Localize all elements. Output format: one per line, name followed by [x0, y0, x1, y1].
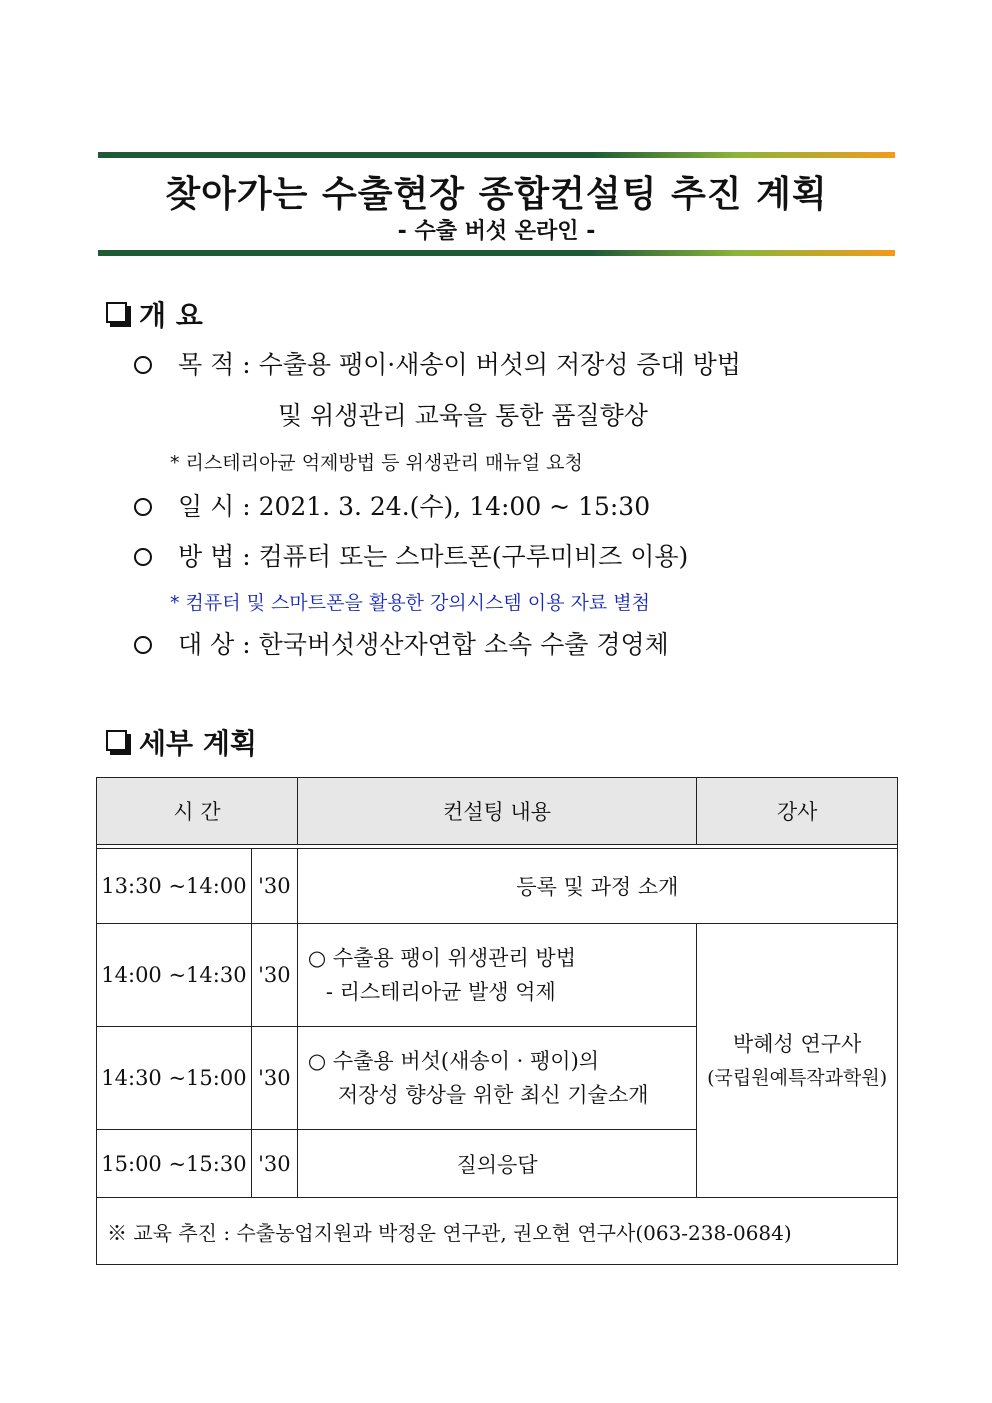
- content-line: ○ 수출용 버섯(새송이 · 팽이)의: [307, 1049, 600, 1073]
- method-item: [134, 540, 688, 574]
- circle-bullet-icon: [134, 636, 152, 654]
- purpose-item: [134, 348, 741, 382]
- title-top-bar: [98, 152, 895, 158]
- section-heading-detail: [106, 722, 257, 762]
- time-cell: 15:00 ~15:30: [97, 1130, 252, 1198]
- schedule-table: [96, 777, 898, 1265]
- duration-cell: '30: [251, 924, 297, 1027]
- circle-bullet-icon: [134, 548, 152, 566]
- section-heading-label: 개 요: [139, 299, 203, 332]
- content-cell: 질의응답: [297, 1130, 696, 1198]
- content-cell: [297, 924, 696, 1027]
- table-row: [97, 849, 898, 924]
- target-text: 대 상 : 한국버섯생산자연합 소속 수출 경영체: [178, 630, 669, 659]
- title-band: [98, 152, 895, 258]
- page-title: 찾아가는 수출현장 종합컨설팅 추진 계획: [165, 174, 828, 215]
- content-subline: - 리스테리아균 발생 억제: [325, 980, 556, 1004]
- purpose-note: * 리스테리아균 억제방법 등 위생관리 매뉴얼 요청: [170, 452, 583, 474]
- title-bottom-bar: [98, 250, 895, 256]
- checkbox-square-icon: [106, 302, 127, 323]
- page-subtitle: - 수출 버섯 온라인 -: [397, 219, 596, 244]
- footer-note: ※ 교육 추진 : 수출농업지원과 박정운 연구관, 권오현 연구사(063-238-0684): [97, 1198, 898, 1265]
- target-item: [134, 628, 669, 662]
- circle-bullet-icon: [134, 498, 152, 516]
- instructor-cell: [697, 924, 898, 1198]
- duration-cell: '30: [251, 849, 297, 924]
- method-text: 방 법 : 컴퓨터 또는 스마트폰(구루미비즈 이용): [178, 542, 689, 571]
- duration-cell: '30: [251, 1027, 297, 1130]
- content-line: ○ 수출용 팽이 위생관리 방법: [307, 946, 576, 970]
- column-header-time: 시 간: [97, 778, 298, 845]
- column-header-content: 컨설팅 내용: [297, 778, 696, 845]
- section-heading-overview: [106, 294, 203, 334]
- content-subline: 저장성 향상을 위한 최신 기술소개: [337, 1083, 649, 1107]
- time-cell: 13:30 ~14:00: [97, 849, 252, 924]
- time-cell: 14:00 ~14:30: [97, 924, 252, 1027]
- datetime-text: 일 시 : 2021. 3. 24.(수), 14:00 ~ 15:30: [178, 492, 651, 521]
- instructor-name: 박혜성 연구사: [732, 1031, 862, 1056]
- instructor-org: (국립원예특작과학원): [707, 1066, 888, 1089]
- duration-cell: '30: [251, 1130, 297, 1198]
- table-header-row: [97, 778, 898, 845]
- purpose-text: 목 적 : 수출용 팽이·새송이 버섯의 저장성 증대 방법: [178, 350, 741, 379]
- time-cell: 14:30 ~15:00: [97, 1027, 252, 1130]
- purpose-continuation: 및 위생관리 교육을 통한 품질향상: [278, 401, 648, 430]
- circle-bullet-icon: [134, 356, 152, 374]
- checkbox-square-icon: [106, 730, 127, 751]
- content-cell: 등록 및 과정 소개: [297, 849, 897, 924]
- section-heading-label: 세부 계획: [139, 727, 257, 760]
- content-cell: [297, 1027, 696, 1130]
- datetime-item: [134, 490, 650, 524]
- method-note: * 컴퓨터 및 스마트폰을 활용한 강의시스템 이용 자료 별첨: [170, 592, 650, 614]
- table-row: [97, 924, 898, 1027]
- column-header-instructor: 강사: [697, 778, 898, 845]
- table-footer-row: [97, 1198, 898, 1265]
